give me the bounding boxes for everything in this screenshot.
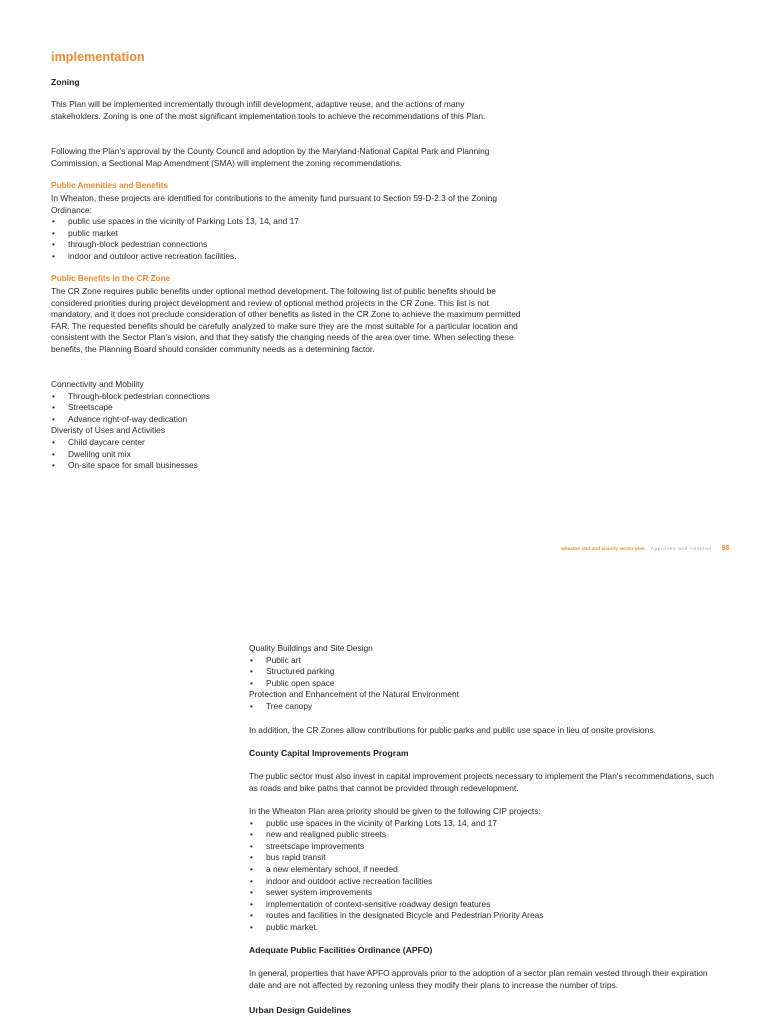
zoning-paragraph-1: This Plan will be implemented incrementally through infill development, adaptive reuse, and the actions of many stakeholders. Zoning is one of the most significant implementation tools to achieve the recommendations of this Plan. (51, 99, 486, 121)
list-item: • Public art (249, 655, 729, 667)
footer-subtitle: Approved and Adopted (650, 547, 712, 552)
list-item: • Dwelilng unit mix (51, 449, 521, 461)
connectivity-list (51, 391, 521, 426)
benefits-lists (51, 379, 521, 472)
diversity-label: Diveristy of Uses and Activities (51, 425, 166, 436)
list-item: • bus rapid transit (249, 852, 729, 864)
list-item: • sewer system improvements (249, 887, 729, 899)
list-item: • Streetscape (51, 402, 521, 414)
amenities-intro: In Wheaton, these projects are identified for contributions to the amenity fund pursuant to Section 59-D-2.3 of the Zoning Ordinance: (51, 193, 497, 215)
page-number: 85 (721, 545, 730, 552)
protection-label: Protection and Enhancement of the Natural Environment (249, 689, 459, 700)
list-item: • new and realigned public streets (249, 829, 729, 841)
list-item: • public market. (249, 922, 729, 934)
list-item: • indoor and outdoor active recreation facilities. (51, 251, 526, 263)
amenities-heading: Public Amenities and Benefits (51, 181, 169, 190)
list-item: • public market (51, 228, 526, 240)
list-item: • streetscape improvements (249, 841, 729, 853)
cip-block (249, 806, 729, 934)
list-item: • On-site space for small businesses (51, 460, 521, 472)
apfo-paragraph: In general, properties that have APFO approvals prior to the adoption of a sector plan remain vested through their expiration date and are not affected by rezoning unless they modify their plans to increase the number of trips. (249, 968, 708, 990)
list-item: • Child daycare center (51, 437, 521, 449)
connectivity-label: Connectivity and Mobility (51, 379, 144, 389)
list-item: • routes and facilities in the designated Bicycle and Pedestrian Priority Areas (249, 910, 729, 922)
protection-list (249, 701, 729, 713)
list-item: • Public open space (249, 678, 729, 690)
list-item: • a new elementary school, if needed (249, 864, 729, 876)
list-item: • Tree canopy (249, 701, 729, 713)
cr-zone-heading: Public Benefits in the CR Zone (51, 274, 171, 283)
list-item: • public use spaces in the vicinity of Parking Lots 13, 14, and 17 (51, 216, 526, 228)
diversity-list (51, 437, 521, 472)
cip-list (249, 818, 729, 934)
cip-paragraph-1: The public sector must also invest in capital improvement projects necessary to implement the Plan’s recommendations, such as roads and bike paths that cannot be provided through redevelopment. (249, 771, 714, 793)
footer-plan-title: wheaton cbd and vicinity sector plan (560, 547, 645, 552)
amenities-list (51, 216, 526, 262)
zoning-heading: Zoning (51, 77, 80, 87)
cr-zone-paragraph: The CR Zone requires public benefits under optional method development. The following list of public benefits should be considered priorities during project development and review of optional method projects in the CR Zone. This list is not mandatory, and it does not preclude consideration of other benefits as listed in the CR Zone to achieve the maximum permitted FAR. The requested benefits should be carefully analyzed to make sure they are the most suitable for a particular location and consistent with the Sector Plan’s vision, and that they satisfy the changing needs of the area over time. When selecting these benefits, the Planning Board should consider community needs as a determining factor. (51, 286, 521, 354)
list-item: • Structured parking (249, 666, 729, 678)
cip-heading: County Capital Improvements Program (249, 748, 409, 758)
addition-paragraph: In addition, the CR Zones allow contributions for public parks and public use space in lieu of onsite provisions. (249, 725, 656, 735)
page-footer (561, 545, 730, 552)
quality-block (249, 643, 729, 713)
list-item: • public use spaces in the vicinity of Parking Lots 13, 14, and 17 (249, 818, 729, 830)
list-item: • Through-block pedestrian connections (51, 391, 521, 403)
section-title: implementation (51, 50, 145, 64)
quality-label: Quality Buildings and Site Design (249, 643, 373, 653)
cip-paragraph-2: In the Wheaton Plan area priority should be given to the following CIP projects: (249, 806, 541, 816)
zoning-paragraph-2: Following the Plan’s approval by the County Council and adoption by the Maryland-National Capital Park and Planning Commission, a Sectional Map Amendment (SMA) will implement the zoning recommendations. (51, 146, 490, 168)
amenities-block (51, 193, 526, 263)
quality-list (249, 655, 729, 690)
urban-design-heading: Urban Design Guidelines (249, 1005, 352, 1015)
list-item: • through-block pedestrian connections (51, 239, 526, 251)
apfo-heading: Adequate Public Facilities Ordinance (APFO) (249, 945, 433, 955)
list-item: • indoor and outdoor active recreation facilities (249, 876, 729, 888)
list-item: • implementation of context-sensitive roadway design features (249, 899, 729, 911)
list-item: • Advance right-of-way dedication (51, 414, 521, 426)
